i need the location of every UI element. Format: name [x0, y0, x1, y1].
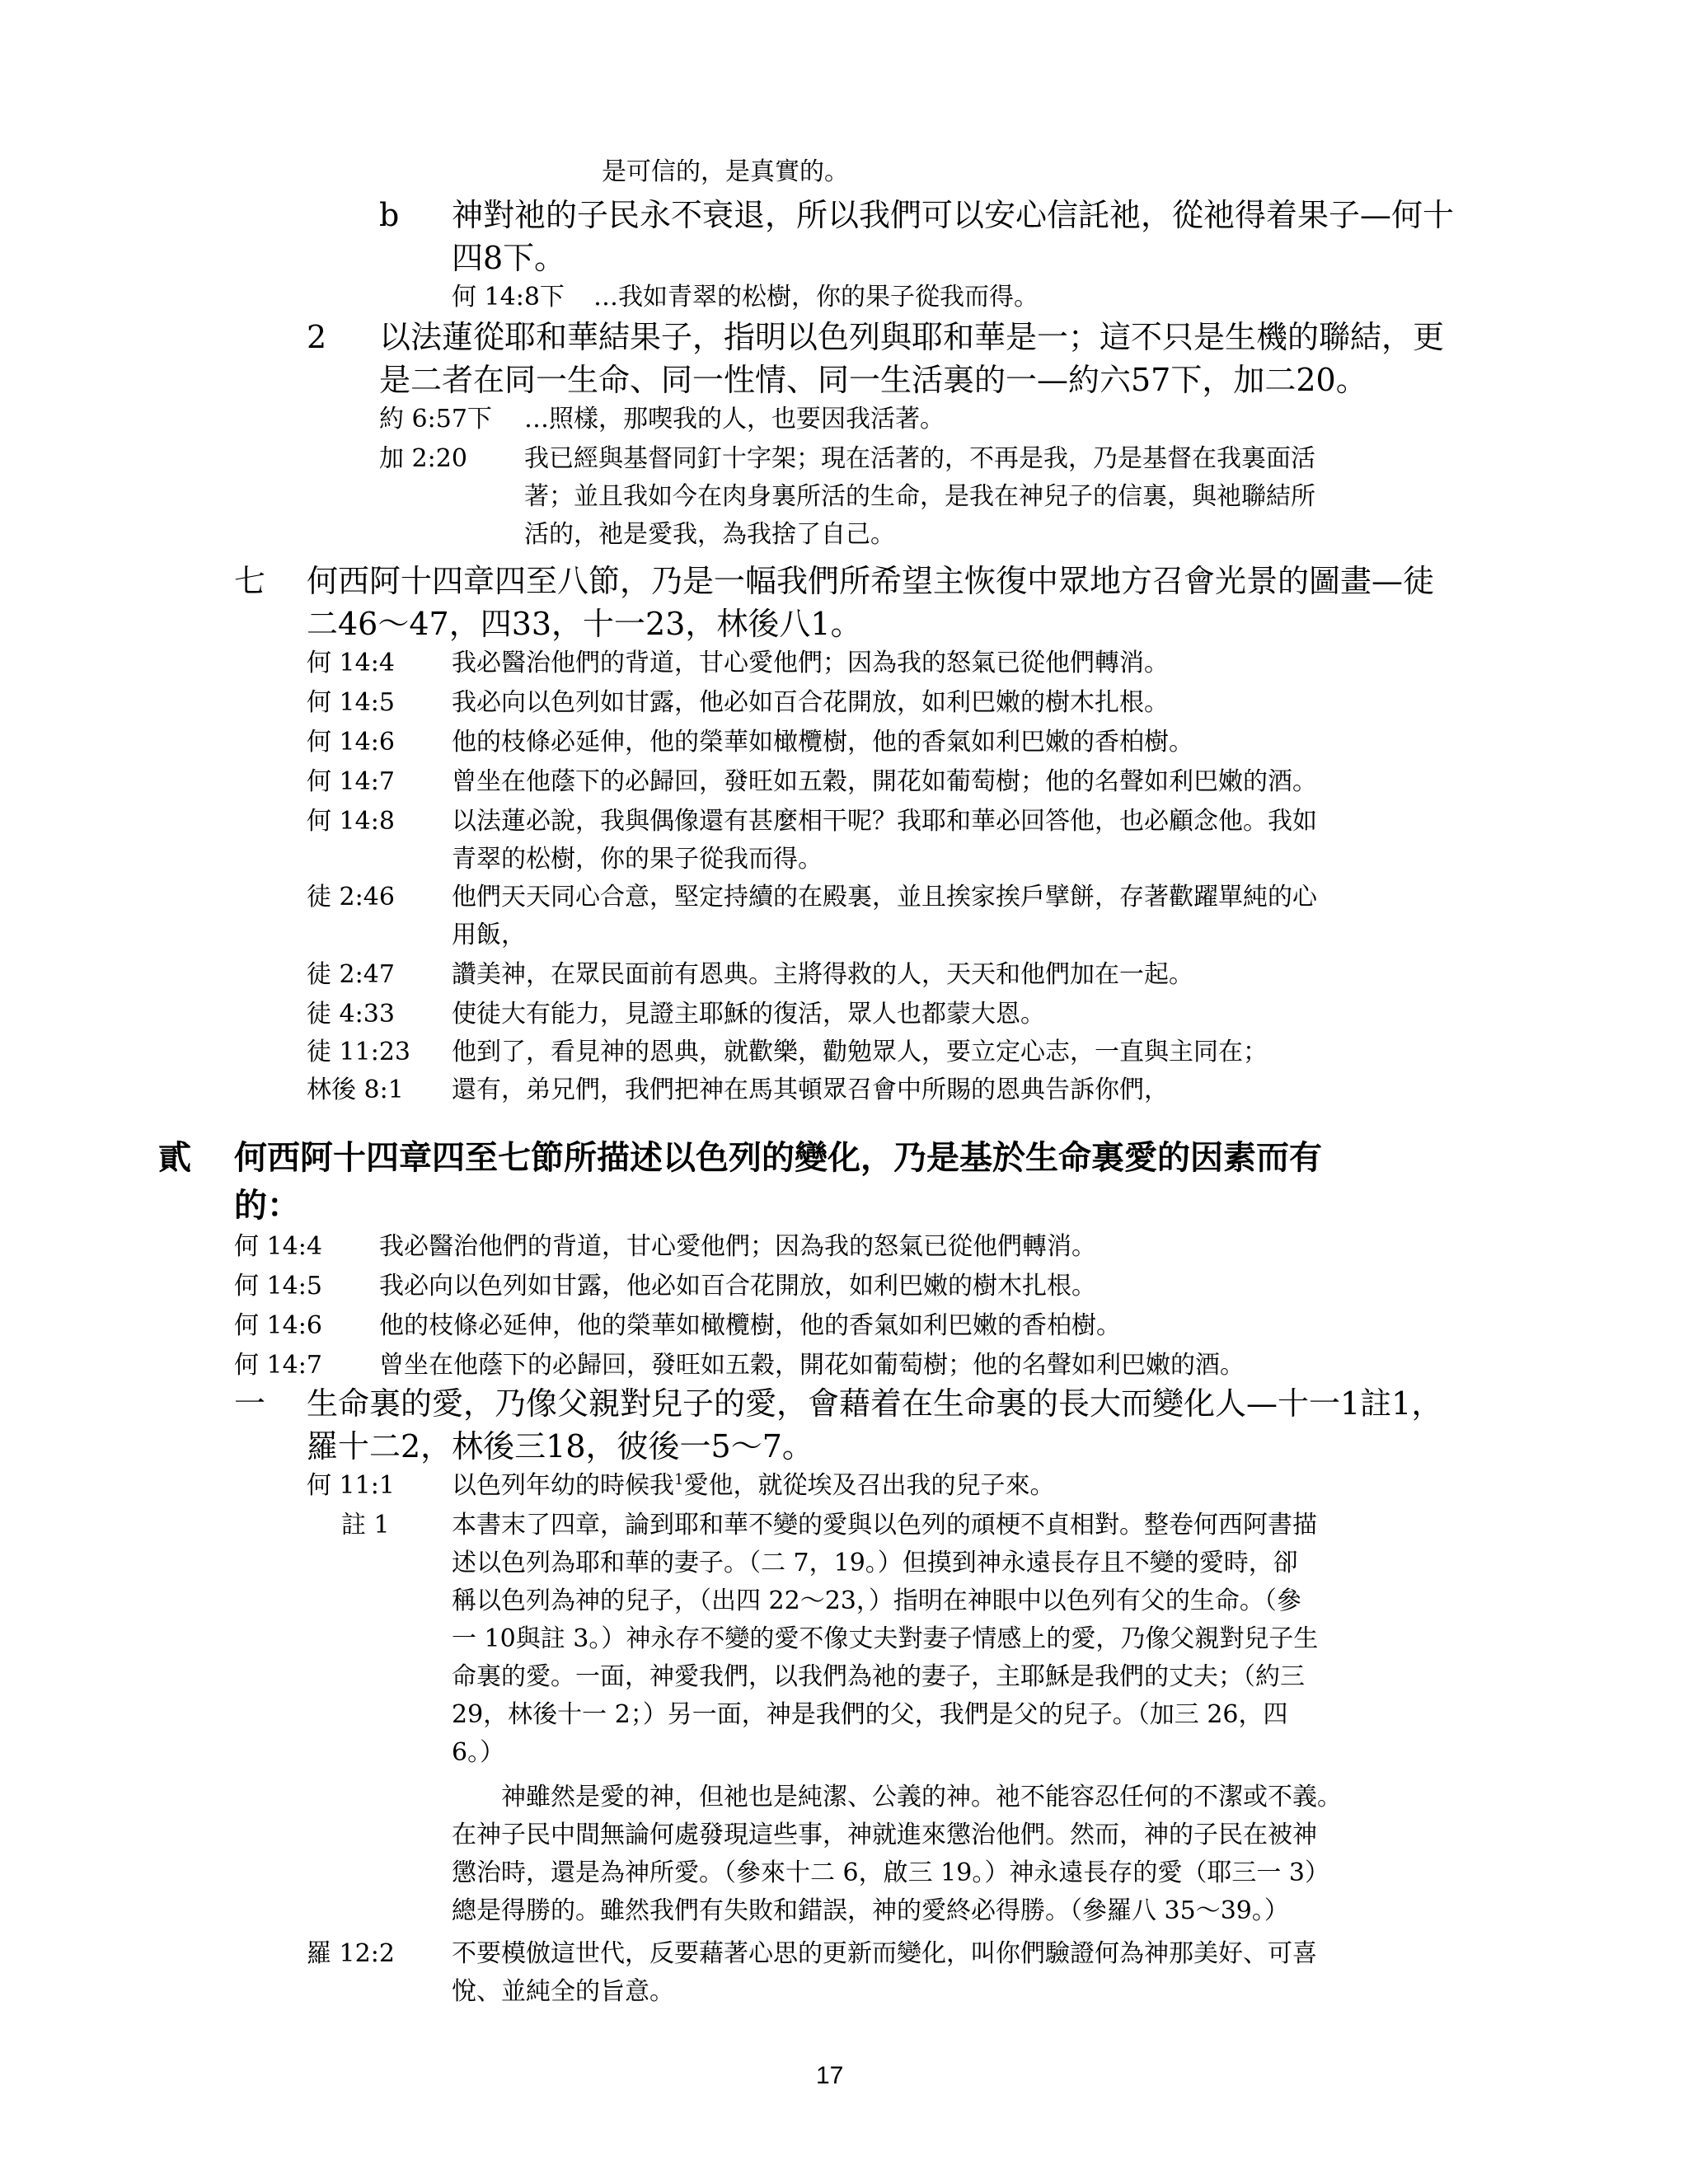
verse-text-line: …照樣，那喫我的人，也要因我活著。: [524, 405, 945, 434]
verse-text-line: 我必醫治他們的背道，甘心愛他們；因為我的怒氣已從他們轉消。: [452, 649, 1169, 677]
point-text-line: 羅十二2，林後三18，彼後一5～7。: [307, 1428, 814, 1465]
verse-text-line: 述以色列為耶和華的妻子。（二 7，19。）但摸到神永遠長存且不變的愛時，卻: [452, 1549, 1298, 1577]
note-paragraph-line: 在神子民中間無論何處發現這些事，神就進來懲治他們。然而，神的子民在被神: [452, 1821, 1317, 1849]
verse-text-line: 著；並且我如今在肉身裏所活的生命，是我在神兒子的信裏，與祂聯結所: [524, 482, 1315, 511]
verse-reference: 何 14:8下: [452, 283, 565, 312]
verse-reference: 註 1: [341, 1511, 390, 1540]
verse-reference: 徒 11:23: [307, 1038, 410, 1066]
verse-text-line: 稱以色列為神的兒子，（出四 22～23，）指明在神眼中以色列有父的生命。（參: [452, 1586, 1301, 1615]
note-paragraph-line: 懲治時，還是為神所愛。（參來十二 6，啟三 19。）神永遠長存的愛（耶三一 3）: [452, 1858, 1329, 1887]
point-text-line: 二46～47，四33，十一23，林後八1。: [307, 606, 862, 642]
verse-text-line: 本書末了四章，論到耶和華不變的愛與以色列的頑梗不貞相對。整卷何西阿書描: [452, 1511, 1317, 1540]
point-text-line: 神對祂的子民永不衰退，所以我們可以安心信託祂，從祂得着果子—何十: [452, 197, 1455, 233]
verse-text-line: 以色列年幼的時候我$^1$愛他，就從埃及召出我的兒子來。: [452, 1471, 1055, 1500]
verse-reference: 徒 2:46: [307, 883, 395, 912]
verse-reference: 何 14:8: [307, 807, 395, 836]
point-marker: 2: [307, 319, 327, 355]
verse-text-line: 以法蓮必說，我與偶像還有甚麼相干呢？我耶和華必回答他，也必顧念他。我如: [452, 807, 1317, 836]
point-text-line: 是二者在同一生命、同一性情、同一生活裏的一—約六57下，加二20。: [379, 362, 1367, 398]
note-paragraph-line: 神雖然是愛的神，但祂也是純潔、公義的神。祂不能容忍任何的不潔或不義。: [501, 1783, 1342, 1811]
point-marker: 七: [234, 563, 266, 599]
verse-reference: 徒 4:33: [307, 1000, 395, 1029]
verse-reference: 何 14:5: [307, 688, 395, 717]
verse-text-line: …我如青翠的松樹，你的果子從我而得。: [593, 283, 1039, 312]
verse-text-line: 不要模倣這世代，反要藉著心思的更新而變化，叫你們驗證何為神那美好、可喜: [452, 1939, 1317, 1968]
verse-reference: 林後 8:1: [307, 1076, 404, 1104]
verse-text-line: 讚美神，在眾民面前有恩典。主將得救的人，天天和他們加在一起。: [452, 960, 1193, 989]
verse-text-line: 我必醫治他們的背道，甘心愛他們；因為我的怒氣已從他們轉消。: [379, 1232, 1096, 1261]
footnote-marker: 1: [674, 1471, 684, 1488]
verse-text-line: 命裏的愛。一面，神愛我們，以我們為祂的妻子，主耶穌是我們的丈夫；（約三: [452, 1662, 1305, 1691]
verse-text-line: 青翠的松樹，你的果子從我而得。: [452, 845, 823, 874]
verse-reference: 何 14:4: [234, 1232, 322, 1261]
verse-reference: 徒 2:47: [307, 960, 395, 989]
verse-text-line: 曾坐在他蔭下的必歸回，發旺如五穀，開花如葡萄樹；他的名聲如利巴嫩的酒。: [452, 767, 1317, 796]
verse-text-line: 我必向以色列如甘露，他必如百合花開放，如利巴嫩的樹木扎根。: [452, 688, 1169, 717]
verse-text-line: 一 10與註 3。）神永存不變的愛不像丈夫對妻子情感上的愛，乃像父親對兒子生: [452, 1624, 1319, 1653]
point-marker: b: [379, 197, 400, 233]
section-marker: 貳: [158, 1138, 191, 1177]
verse-reference: 羅 12:2: [307, 1939, 395, 1968]
verse-reference: 何 14:5: [234, 1272, 322, 1301]
point-text-line: 四8下。: [452, 240, 566, 276]
verse-reference: 何 14:7: [234, 1351, 322, 1380]
verse-reference: 何 14:6: [234, 1311, 322, 1340]
verse-text-line: 使徒大有能力，見證主耶穌的復活，眾人也都蒙大恩。: [452, 1000, 1045, 1029]
verse-reference: 加 2:20: [379, 444, 467, 473]
verse-reference: 約 6:57下: [379, 405, 492, 434]
note-paragraph-line: 總是得勝的。雖然我們有失敗和錯誤，神的愛終必得勝。（參羅八 35～39。）: [452, 1896, 1289, 1925]
verse-text-line: 悅、並純全的旨意。: [452, 1977, 674, 2006]
point-text-line: 以法蓮從耶和華結果子，指明以色列與耶和華是一；這不只是生機的聯結，更: [379, 319, 1445, 355]
point-marker: 一: [234, 1385, 266, 1422]
verse-reference: 何 11:1: [307, 1471, 395, 1500]
verse-text-line: 我必向以色列如甘露，他必如百合花開放，如利巴嫩的樹木扎根。: [379, 1272, 1096, 1301]
verse-text-line: 他到了，看見神的恩典，就歡樂，勸勉眾人，要立定心志，一直與主同在；: [452, 1038, 1268, 1066]
point-text-line: 生命裏的愛，乃像父親對兒子的愛，會藉着在生命裏的長大而變化人—十一1註1，: [307, 1385, 1443, 1422]
verse-text-line: 我已經與基督同釘十字架；現在活著的，不再是我，乃是基督在我裏面活: [524, 444, 1315, 473]
verse-text-line: 他們天天同心合意，堅定持續的在殿裏，並且挨家挨戶擘餅，存著歡躍單純的心: [452, 883, 1317, 912]
verse-text-line: 他的枝條必延伸，他的榮華如橄欖樹，他的香氣如利巴嫩的香柏樹。: [452, 728, 1193, 757]
verse-reference: 何 14:6: [307, 728, 395, 757]
point-text-line: 何西阿十四章四至八節，乃是一幅我們所希望主恢復中眾地方召會光景的圖畫—徒: [307, 563, 1435, 599]
verse-text-line: 活的，祂是愛我，為我捨了自己。: [524, 520, 895, 549]
verse-text-line: 用飯，: [452, 921, 526, 949]
verse-text-line: 還有，弟兄們，我們把神在馬其頓眾召會中所賜的恩典告訴你們，: [452, 1076, 1169, 1104]
section-heading-line: 的：: [234, 1186, 300, 1225]
verse-text-line: 是可信的，是真實的。: [602, 157, 849, 186]
verse-text-line: 他的枝條必延伸，他的榮華如橄欖樹，他的香氣如利巴嫩的香柏樹。: [379, 1311, 1121, 1340]
verse-text-line: 曾坐在他蔭下的必歸回，發旺如五穀，開花如葡萄樹；他的名聲如利巴嫩的酒。: [379, 1351, 1245, 1380]
verse-reference: 何 14:7: [307, 767, 395, 796]
verse-text-line: 29，林後十一 2；）另一面，神是我們的父，我們是父的兒子。（加三 26，四: [452, 1700, 1288, 1729]
verse-text-line: 6。）: [452, 1738, 505, 1767]
page-number: 17: [816, 2062, 844, 2089]
section-heading-line: 何西阿十四章四至七節所描述以色列的變化，乃是基於生命裏愛的因素而有: [234, 1138, 1322, 1177]
verse-reference: 何 14:4: [307, 649, 395, 677]
